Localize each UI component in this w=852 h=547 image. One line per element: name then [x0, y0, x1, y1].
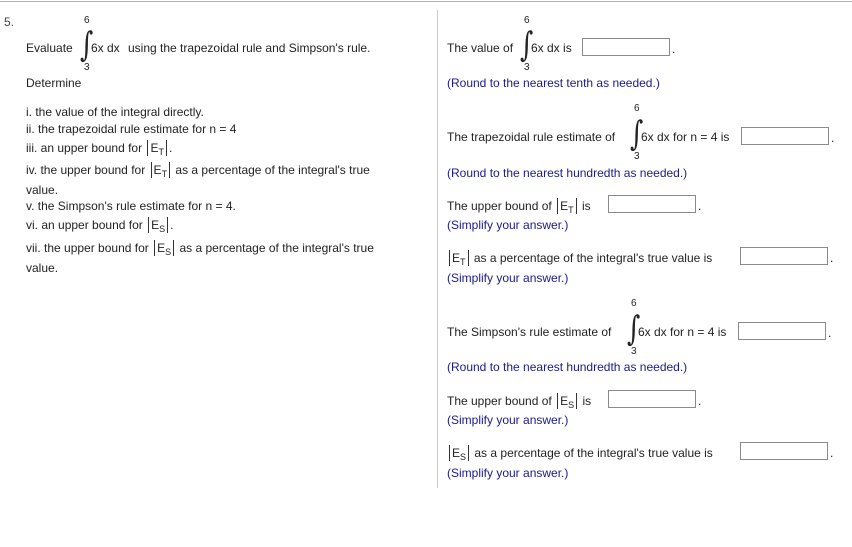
simpson-estimate-input[interactable] [738, 322, 826, 340]
simpson-bound-label: The upper bound of $E_S$ is [447, 394, 592, 410]
answer-integral-lower-limit: 3 [634, 151, 640, 162]
item-iv: iv. the upper bound for $E_T$ as a percentage of the integral's true [26, 163, 370, 179]
evaluate-method-text: using the trapezoidal rule and Simpson's rule. [128, 41, 371, 55]
trapezoidal-percent-input[interactable] [740, 247, 828, 265]
answer-integral-upper-limit: 6 [631, 298, 637, 309]
integrand-n4: 6x dx for n = 4 is [641, 130, 730, 144]
item-iv-continued: value. [26, 183, 59, 197]
trapezoidal-bound-label: The upper bound of $E_T$ is [447, 199, 591, 215]
top-divider [0, 1, 852, 2]
item-vi: vi. an upper bound for $E_S$ . [26, 218, 174, 234]
evaluate-label: Evaluate [26, 41, 73, 55]
simpson-bound-input[interactable] [608, 390, 696, 408]
trapezoidal-label: The trapezoidal rule estimate of [447, 130, 616, 144]
simplify-hint: (Simplify your answer.) [447, 466, 569, 480]
simplify-hint: (Simplify your answer.) [447, 271, 569, 285]
answer-integral-lower-limit: 3 [524, 62, 530, 73]
simpson-percent-label: $E_S$ as a percentage of the integral's true value is [447, 445, 713, 462]
item-v: v. the Simpson's rule estimate for n = 4. [26, 199, 236, 213]
period: . [828, 326, 832, 340]
answer-integral-lower-limit: 3 [631, 346, 637, 357]
period: . [698, 394, 702, 408]
item-vii: vii. the upper bound for $E_S$ as a percentage of the integral's true [26, 241, 374, 257]
integral-value-input[interactable] [582, 38, 670, 56]
period: . [672, 42, 676, 56]
value-label: The value of [447, 41, 514, 55]
integral-sign-icon: ∫ [80, 25, 94, 65]
round-tenth-hint: (Round to the nearest tenth as needed.) [447, 76, 660, 90]
integral-sign-icon: ∫ [520, 25, 534, 65]
item-iii: iii. an upper bound for $E_T$ . [26, 141, 173, 157]
answer-integral-upper-limit: 6 [634, 103, 640, 114]
integrand: 6x dx is [531, 41, 572, 55]
period: . [830, 446, 834, 460]
integral-lower-limit: 3 [84, 62, 90, 73]
period: . [831, 131, 835, 145]
trapezoidal-percent-label: $E_T$ as a percentage of the integral's true value is [447, 250, 712, 267]
simpson-label: The Simpson's rule estimate of [447, 325, 612, 339]
panel-divider [437, 10, 438, 488]
integrand-n4: 6x dx for n = 4 is [638, 325, 727, 339]
round-hundredth-hint: (Round to the nearest hundredth as needed.) [447, 360, 688, 374]
item-vii-continued: value. [26, 261, 59, 275]
trapezoidal-estimate-input[interactable] [741, 127, 829, 145]
determine-label: Determine [26, 76, 82, 90]
simpson-percent-input[interactable] [740, 442, 828, 460]
simplify-hint: (Simplify your answer.) [447, 413, 569, 427]
period: . [698, 199, 702, 213]
item-i: i. the value of the integral directly. [26, 105, 204, 119]
trapezoidal-bound-input[interactable] [608, 195, 696, 213]
period: . [830, 251, 834, 265]
question-number: 5. [4, 15, 15, 29]
integral-sign-icon: ∫ [627, 309, 641, 349]
integral-sign-icon: ∫ [630, 114, 644, 154]
item-ii: ii. the trapezoidal rule estimate for n = 4 [26, 122, 237, 136]
simplify-hint: (Simplify your answer.) [447, 218, 569, 232]
integral-upper-limit: 6 [84, 15, 90, 26]
round-hundredth-hint: (Round to the nearest hundredth as needed.) [447, 166, 688, 180]
integrand: 6x dx [91, 41, 120, 55]
answer-integral-upper-limit: 6 [524, 15, 530, 26]
